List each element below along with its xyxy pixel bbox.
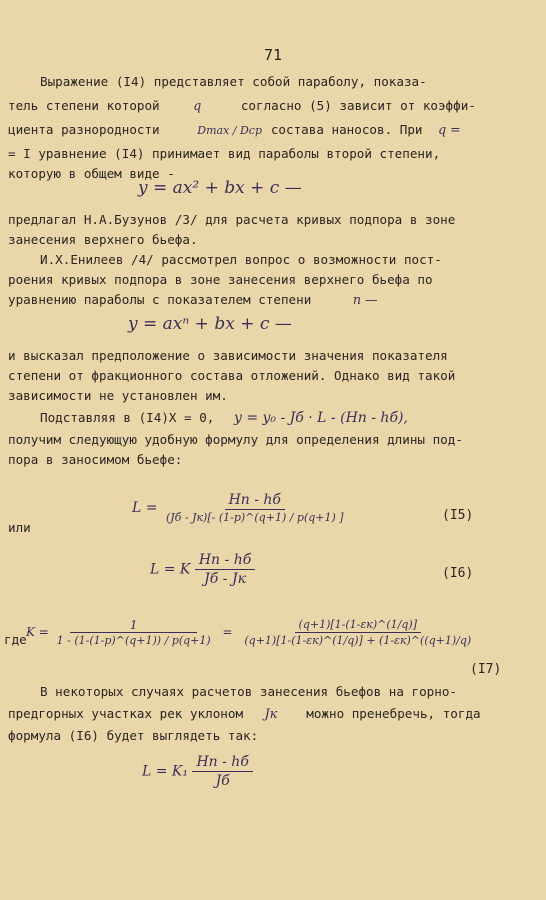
handwritten-symbol: q = xyxy=(438,122,461,137)
text-fragment: можно пренебречь, тогда xyxy=(306,706,481,721)
text-fragment: В некоторых случаях расчетов занесения бьефов на горно- xyxy=(40,684,458,699)
formula-lhs: K = xyxy=(26,625,49,639)
fraction-numerator: Hп - hб xyxy=(192,754,252,772)
text-line xyxy=(0,684,546,699)
formula-i7 xyxy=(26,618,475,647)
or-word: или xyxy=(8,520,31,535)
text-fragment: предгорных участках рек уклоном xyxy=(8,706,244,721)
text-line xyxy=(0,410,546,426)
formula-final xyxy=(142,754,253,789)
text-fragment: И.Х.Енилеев /4/ рассмотрел вопрос о возможности пост- xyxy=(40,252,442,267)
formula-parabola-n: y = axⁿ + bx + c — xyxy=(128,314,292,334)
handwritten-symbol: q xyxy=(193,98,202,113)
text-fragment: зависимости не установлен им. xyxy=(8,388,228,403)
fraction xyxy=(53,618,215,647)
where-word: где xyxy=(4,632,27,647)
fraction-numerator: Hп - hб xyxy=(225,492,285,510)
text-fragment: Выражение (I4) представляет собой параболу, показа- xyxy=(40,74,427,89)
text-fragment: предлагал Н.А.Бузунов /3/ для расчета кривых подпора в зоне xyxy=(8,212,456,227)
text-line xyxy=(0,98,546,113)
handwritten-symbol: n — xyxy=(352,292,378,307)
formula-lhs: L = xyxy=(132,500,158,516)
text-line xyxy=(0,252,546,267)
text-fragment: уравнению параболы с показателем степени xyxy=(8,292,312,307)
text-line xyxy=(0,272,546,287)
text-fragment: и высказал предположение о зависимости значения показателя xyxy=(8,348,448,363)
fraction-numerator: 1 xyxy=(70,618,198,633)
equation-number: (I5) xyxy=(442,508,474,523)
text-fragment: роения кривых подпора в зоне занесения верхнего бьефа по xyxy=(8,272,433,287)
text-line xyxy=(0,388,546,403)
text-fragment: занесения верхнего бьефа. xyxy=(8,232,198,247)
fraction xyxy=(192,754,252,789)
equation-number: (I7) xyxy=(470,662,502,677)
fraction xyxy=(240,618,475,647)
formula-lhs: L = K₁ xyxy=(142,763,188,780)
text-line xyxy=(0,146,546,161)
equation-number: (I6) xyxy=(442,566,474,581)
formula-i6 xyxy=(150,552,255,587)
text-fragment: тель степени которой xyxy=(8,98,160,113)
text-line xyxy=(0,348,546,363)
handwritten-ratio: Dmax / Dcp xyxy=(197,124,262,137)
text-line xyxy=(0,122,546,137)
text-fragment: состава наносов. При xyxy=(270,122,423,137)
fraction-numerator: (q+1)[1-(1-εк)^(1/q)] xyxy=(295,618,421,633)
text-line xyxy=(0,368,546,383)
formula-lhs: L = K xyxy=(150,561,191,578)
equals-sign: = xyxy=(222,625,233,639)
handwritten-expression: y = y₀ - Jб · L - (Hп - hб), xyxy=(233,410,408,426)
fraction xyxy=(195,552,255,587)
fraction-denominator: (Jб - Jк)[- (1-p)^(q+1) / p(q+1) ] xyxy=(165,511,344,524)
text-line xyxy=(0,706,546,721)
text-fragment: = I уравнение (I4) принимает вид параболы второй степени, xyxy=(8,146,441,161)
text-fragment: получим следующую удобную формулу для определения длины под- xyxy=(8,432,463,447)
text-line xyxy=(0,292,546,307)
text-line xyxy=(0,212,546,227)
text-line xyxy=(0,452,546,467)
fraction-numerator: Hп - hб xyxy=(195,552,255,570)
text-line xyxy=(0,232,546,247)
fraction-denominator: (q+1)[1-(1-εк)^(1/q)] + (1-εк)^((q+1)/q) xyxy=(244,634,472,647)
page-number: 71 xyxy=(263,46,283,64)
fraction-denominator: Jб xyxy=(215,773,230,789)
text-fragment: которую в общем виде - xyxy=(8,166,175,181)
text-fragment: циента разнородности xyxy=(8,122,160,137)
handwritten-symbol: Jк xyxy=(264,706,278,721)
fraction-denominator: Jб - Jк xyxy=(204,571,246,587)
text-fragment: Подставляя в (I4)X = 0, xyxy=(40,410,215,425)
text-fragment: формула (I6) будет выглядеть так: xyxy=(8,728,259,743)
text-line xyxy=(0,728,546,743)
text-line xyxy=(0,74,546,89)
text-fragment: согласно (5) зависит от коэффи- xyxy=(240,98,476,113)
fraction-denominator: 1 - (1-(1-p)^(q+1)) / p(q+1) xyxy=(56,634,211,647)
text-fragment: пора в заносимом бьефе: xyxy=(8,452,183,467)
formula-parabola-2: y = ax² + bx + c — xyxy=(138,178,302,198)
text-line xyxy=(0,432,546,447)
text-fragment: степени от фракционного состава отложений. Однако вид такой xyxy=(8,368,456,383)
